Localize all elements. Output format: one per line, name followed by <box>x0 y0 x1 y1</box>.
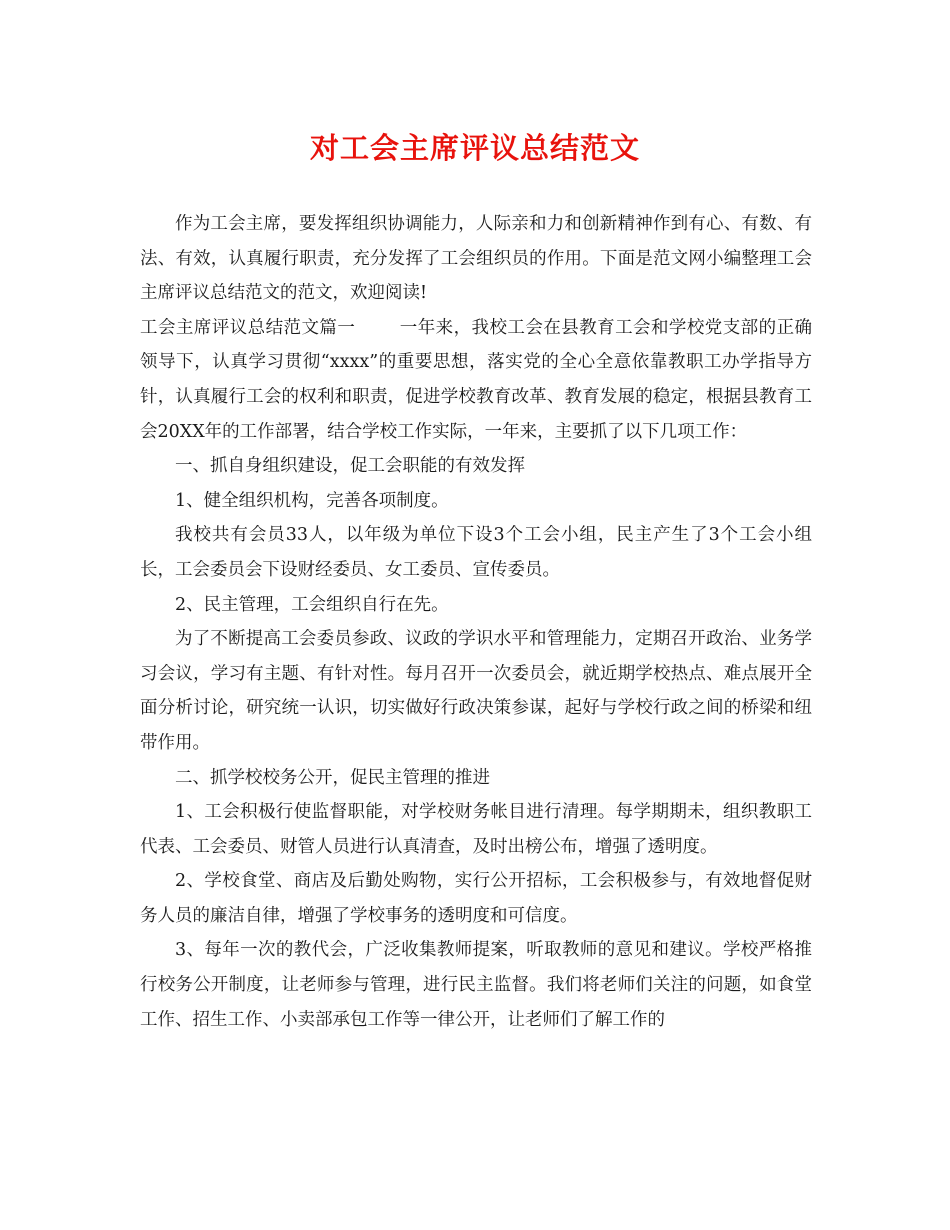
body-paragraph: 2、学校食堂、商店及后勤处购物，实行公开招标，工会积极参与，有效地督促财务人员的廉洁自律，增强了学校事务的透明度和可信度。 <box>140 871 812 926</box>
body-paragraph: 1、健全组织机构，完善各项制度。 <box>175 490 449 511</box>
section1-text: 一年来，我校工会在县教育工会和学校党支部的正确领导下，认真学习贯彻“xxxx”的重要思想，落实党的全心全意依靠教职工办学指导方针，认真履行工会的权利和职责，促进学校教育改革、教育发展的稳定，根据县教育工会20XX年的工作部署，结合学校工作实际，一年来，主要抓了以下几项工作： <box>140 317 813 442</box>
body-paragraph: 一、抓自身组织建设，促工会职能的有效发挥 <box>175 456 525 477</box>
document-body <box>140 207 812 1037</box>
body-paragraph: 1、工会积极行使监督职能，对学校财务帐目进行清理。每学期期未，组织教职工代表、工会委员、财管人员进行认真清查，及时出榜公布，增强了透明度。 <box>140 802 812 857</box>
body-paragraph: 2、民主管理，工会组织自行在先。 <box>175 594 449 615</box>
document-title: 对工会主席评议总结范文 <box>309 131 640 165</box>
body-paragraph: 为了不断提高工会委员参政、议政的学识水平和管理能力，定期召开政治、业务学习会议，学习有主题、有针对性。每月召开一次委员会，就近期学校热点、难点展开全面分析讨论，研究统一认识，切实做好行政决策参谋，起好与学校行政之间的桥梁和纽带作用。 <box>140 629 812 753</box>
body-paragraph: 3、每年一次的教代会，广泛收集教师提案，听取教师的意见和建议。学校严格推行校务公开制度，让老师参与管理，进行民主监督。我们将老师们关注的问题，如食堂工作、招生工作、小卖部承包工作等一律公开，让老师们了解工作的 <box>140 940 812 1030</box>
body-paragraph: 我校共有会员33人，以年级为单位下设3个工会小组，民主产生了3个工会小组长，工会委员会下设财经委员、女工委员、宣传委员。 <box>140 525 812 580</box>
intro-paragraph: 作为工会主席，要发挥组织协调能力，人际亲和力和创新精神作到有心、有数、有法、有效，认真履行职责，充分发挥了工会组织员的作用。下面是范文网小编整理工会主席评议总结范文的范文，欢迎阅读! <box>140 214 812 304</box>
section1-paragraph <box>140 311 812 449</box>
body-paragraph: 二、抓学校校务公开，促民主管理的推进 <box>175 767 490 788</box>
section1-label: 工会主席评议总结范文篇一 <box>140 317 356 338</box>
